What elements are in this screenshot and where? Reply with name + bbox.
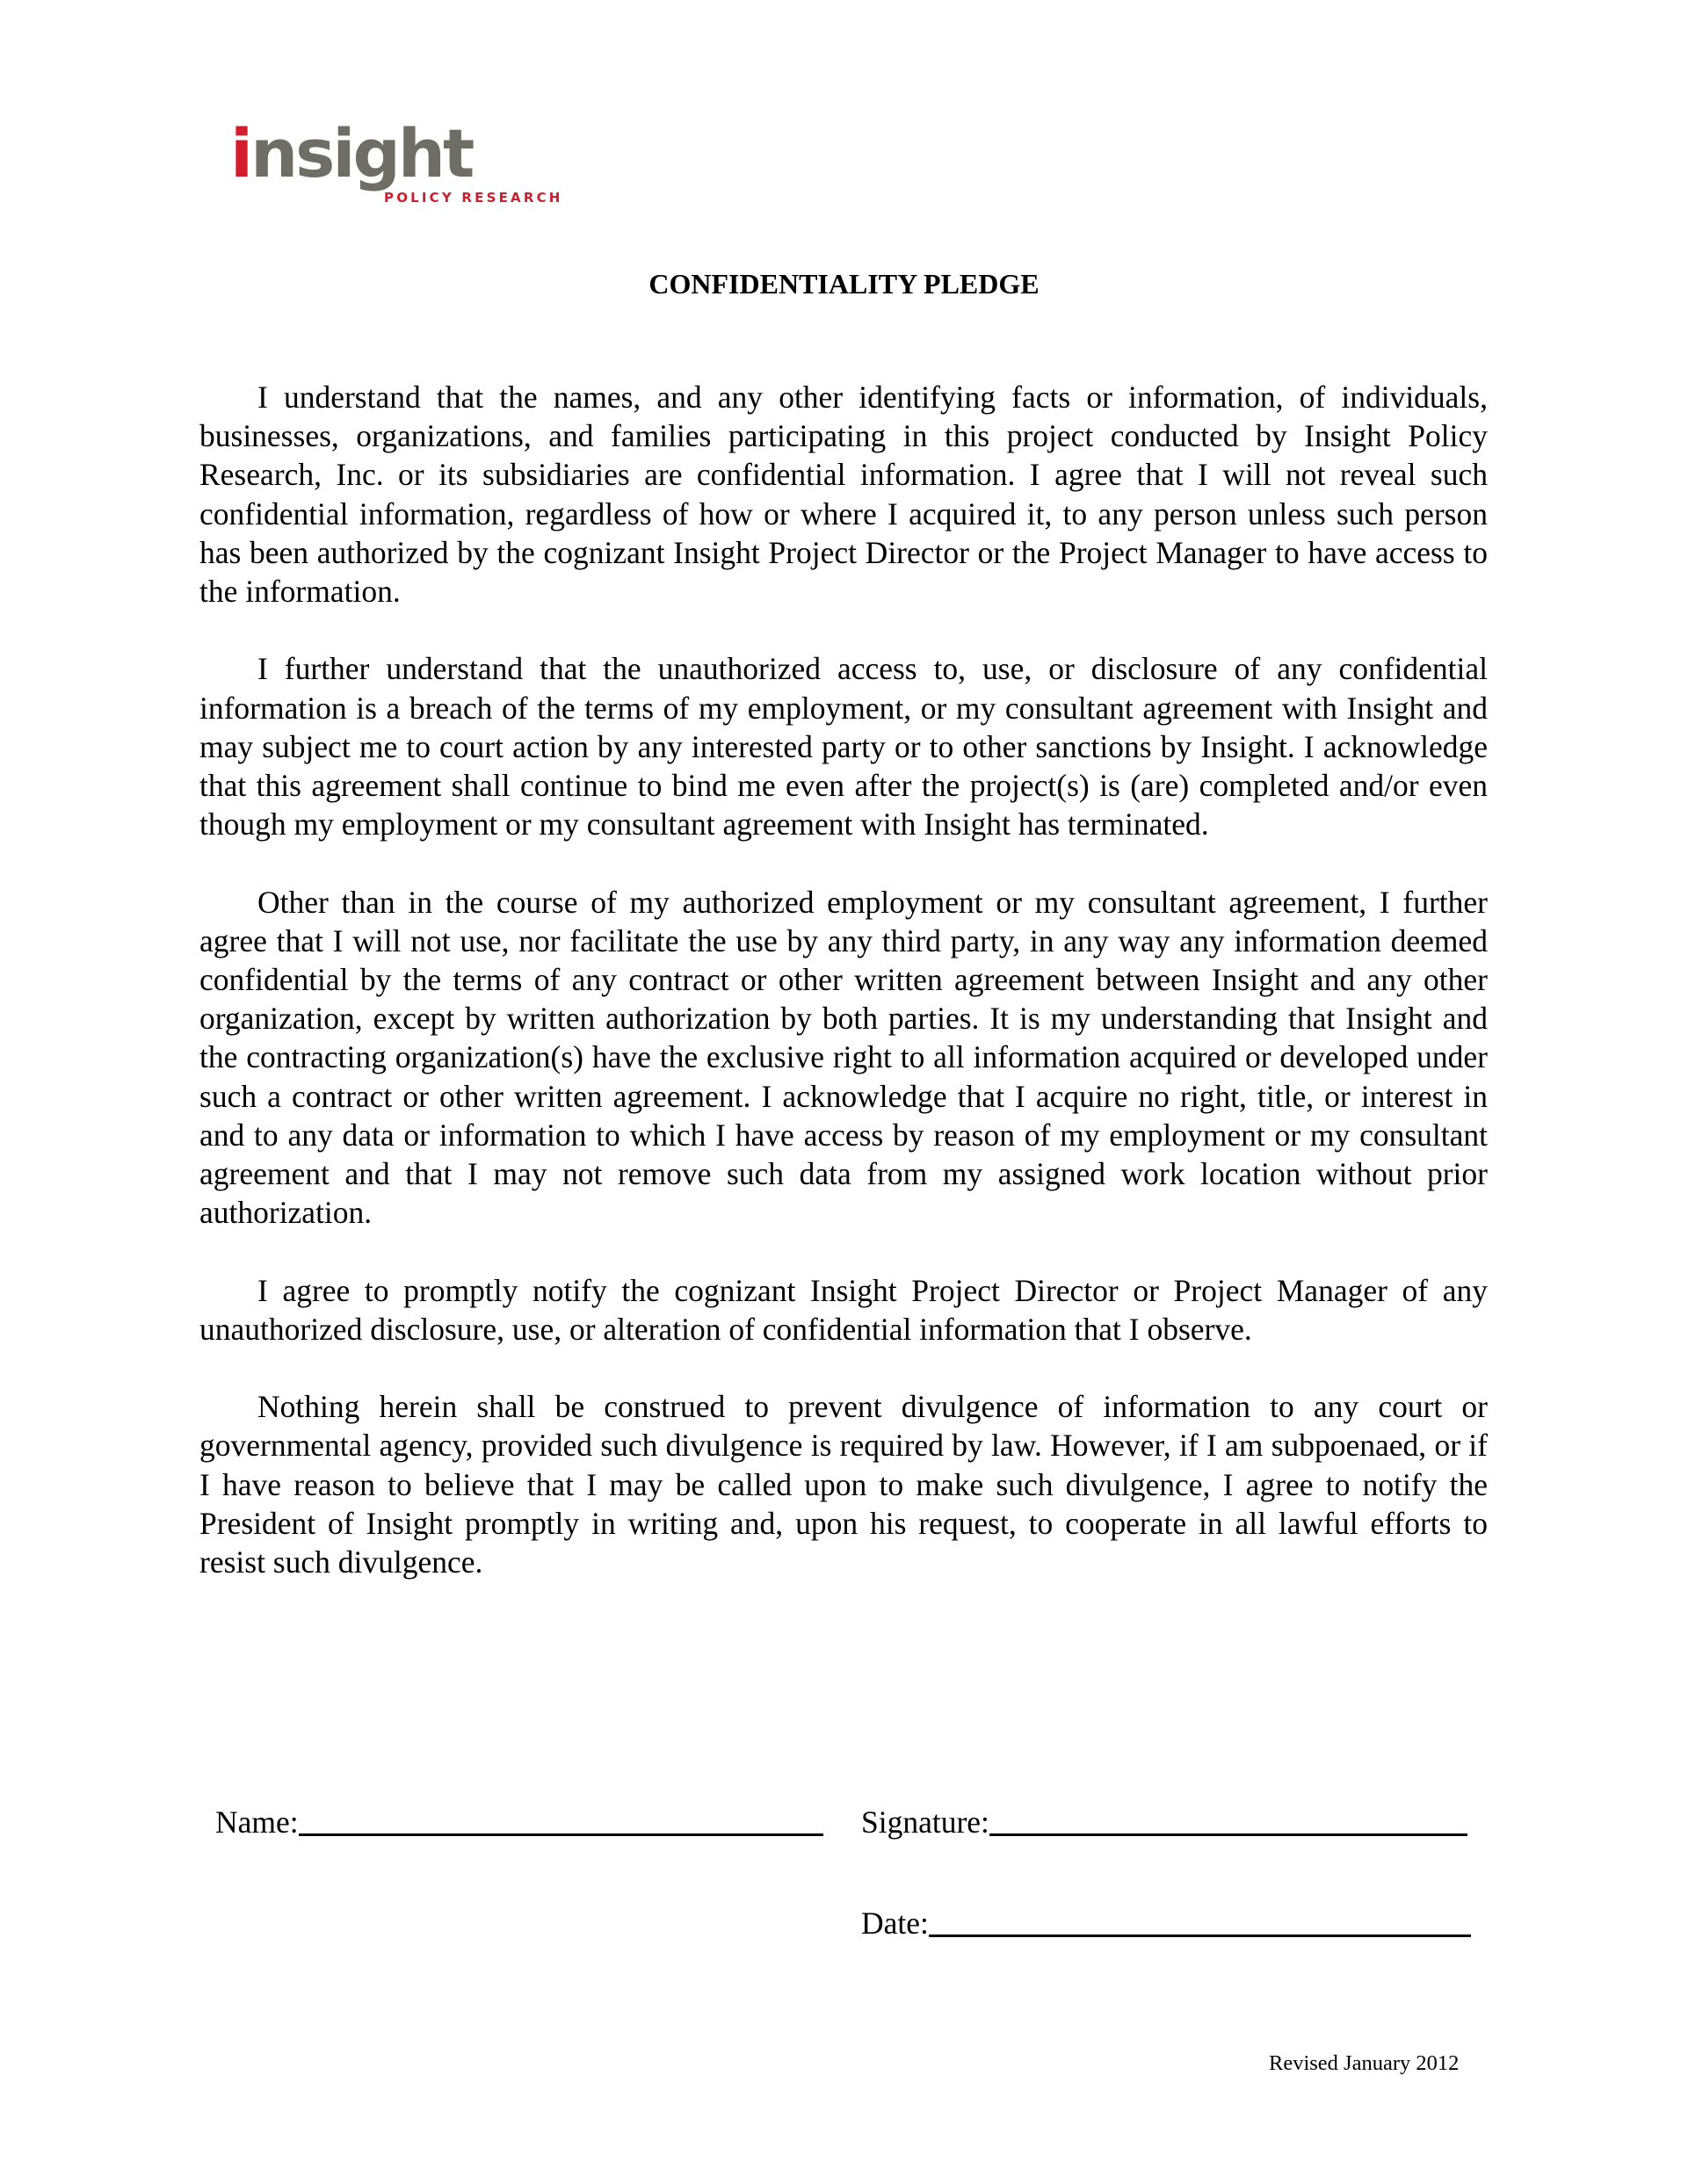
insight-logo	[230, 114, 564, 206]
logo-wordmark	[230, 114, 473, 192]
signature-label: Signature:	[861, 1804, 989, 1840]
paragraph-notification: I agree to promptly notify the cognizant Insight Project Director or Project Manager of any unauthorized disclosure, use, or alteration of confidential information that I observe.	[199, 1272, 1488, 1347]
document-title: CONFIDENTIALITY PLEDGE	[648, 268, 1040, 300]
paragraph-use-restrictions: Other than in the course of my authorized employment or my consultant agreement, I further agree that I will not use, nor facilitate the use by any third party, in any way any information deemed confidential by the terms of any contract or other written agreement between Insight and any other organization, except by written authorization by both parties. It is my understanding that Insight and the contracting organization(s) have the exclusive right to all information acquired or developed under such a contract or other written agreement. I acknowledge that I acquire no right, title, or interest in and to any data or information to which I have access by reason of my employment or my consultant agreement and that I may not remove such data from my assigned work location without prior authorization.	[199, 884, 1488, 1231]
date-label: Date:	[861, 1906, 929, 1941]
signature-field[interactable]	[861, 1804, 1467, 1840]
signature-line[interactable]	[989, 1833, 1467, 1836]
date-line[interactable]	[929, 1935, 1471, 1937]
date-field[interactable]	[861, 1906, 1471, 1941]
name-label: Name:	[215, 1804, 299, 1840]
revision-note: Revised January 2012	[1269, 2051, 1460, 2075]
logo-subtitle: POLICY RESEARCH	[384, 190, 563, 206]
paragraph-unauthorized-access: I further understand that the unauthorized access to, use, or disclosure of any confidential information is a breach of the terms of my employment, or my consultant agreement with Insight and may subject me to court action by any interested party or to other sanctions by Insight. I acknowledge that this agreement shall continue to bind me even after the project(s) is (are) completed and/or even though my employment or my consultant agreement with Insight has terminated.	[199, 651, 1488, 843]
logo-wordmark-rest: nsight	[250, 114, 473, 192]
paragraph-legal-divulgence: Nothing herein shall be construed to prevent divulgence of information to any court or governmental agency, provided such divulgence is required by law. However, if I am subpoenaed, or if I have reason to believe that I may be called upon to make such divulgence, I agree to notify the President of Insight promptly in writing and, upon his request, to cooperate in all lawful efforts to resist such divulgence.	[199, 1389, 1488, 1580]
logo-wordmark-i: i	[230, 114, 251, 192]
name-field[interactable]	[215, 1804, 823, 1840]
paragraph-understanding: I understand that the names, and any other identifying facts or information, of individuals, businesses, organizations, and families participating in this project conducted by Insight Policy Research, Inc. or its subsidiaries are confidential information. I agree that I will not reveal such confidential information, regardless of how or where I acquired it, to any person unless such person has been authorized by the cognizant Insight Project Director or the Project Manager to have access to the information.	[199, 380, 1488, 610]
name-line[interactable]	[299, 1833, 823, 1836]
pledge-body	[199, 378, 1488, 1620]
